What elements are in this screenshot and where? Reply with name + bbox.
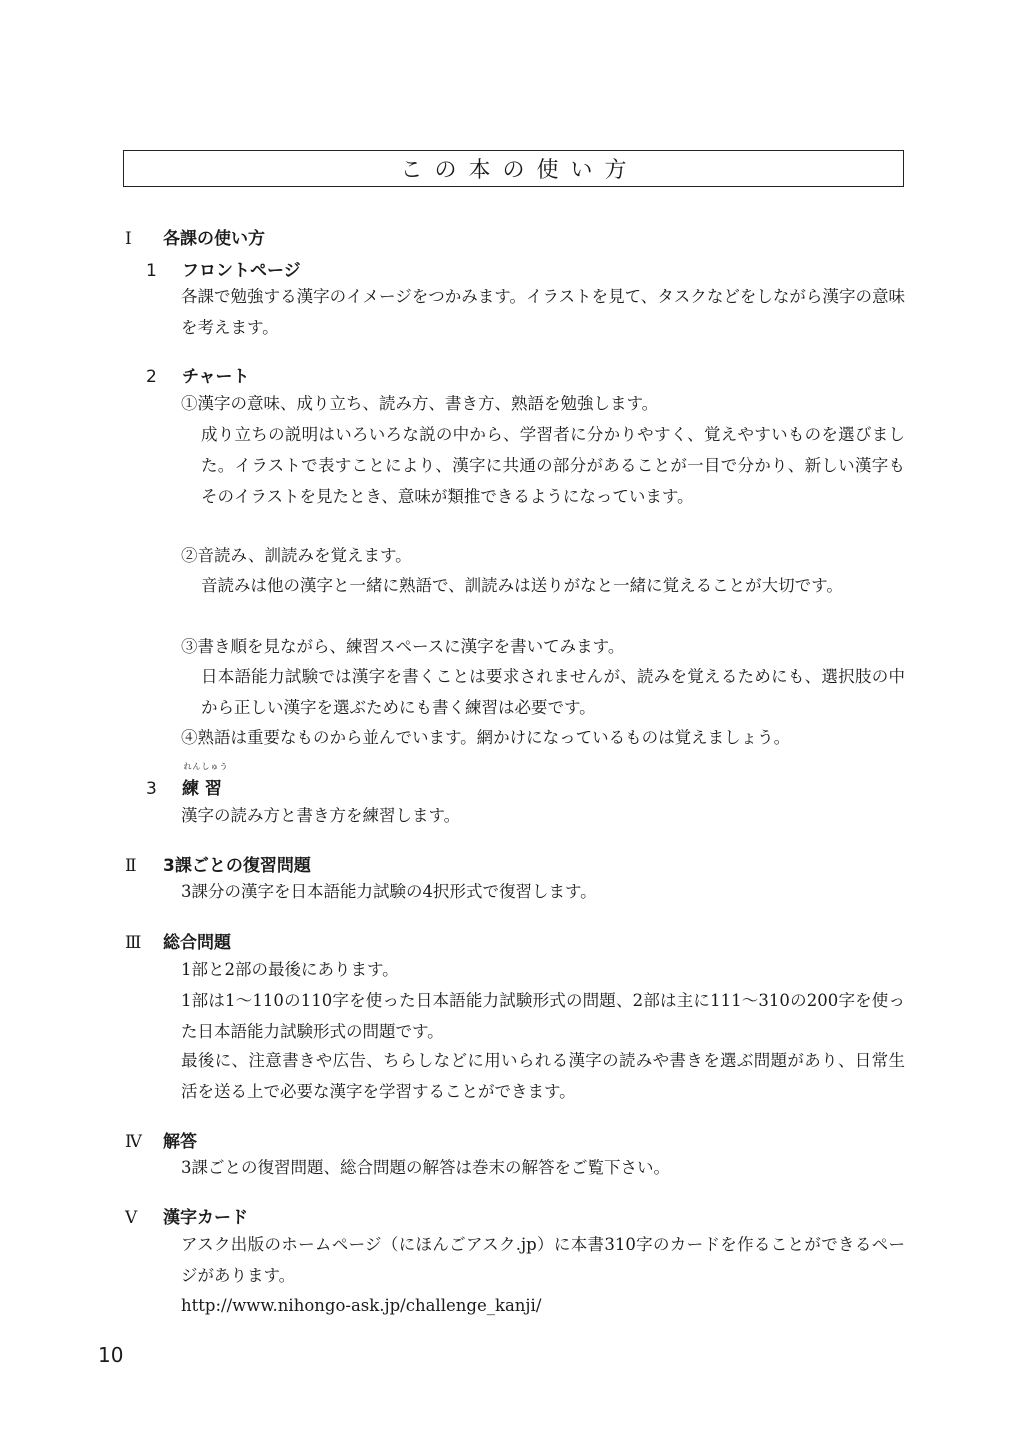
chart-item-4: ④熟語は重要なものから並んでいます。網かけになっているものは覚えましょう。: [181, 728, 791, 747]
subsection-front-heading: [146, 256, 301, 281]
practice-ruby: れんしゅう: [183, 762, 229, 771]
subsection-practice-heading: [146, 762, 229, 799]
section-2-heading: [125, 851, 311, 876]
section-3-text-3: 最後に、注意書きや広告、ちらしなどに用いられる漢字の読みや書きを選ぶ問題があり、日常生活を送る上で必要な漢字を学習することができます。: [181, 1051, 905, 1101]
section-4-label: 解答: [163, 1132, 197, 1152]
practice-label-wrapper: [182, 762, 229, 799]
chart-item-1: ①漢字の意味、成り立ち、読み方、書き方、熟語を勉強します。: [181, 394, 659, 413]
section-1-label: 各課の使い方: [163, 229, 265, 249]
section-5-text: アスク出版のホームページ（にほんごアスク.jp）に本書310字のカードを作ることができるページがあります。: [181, 1235, 905, 1285]
page-title-box: [123, 150, 904, 187]
section-5-label: 漢字カード: [163, 1208, 248, 1228]
section-2-number: Ⅱ: [125, 856, 137, 876]
section-3-text-2: 1部は1〜110の110字を使った日本語能力試験形式の問題、2部は主に111〜310の200字を使った日本語能力試験形式の問題です。: [181, 991, 905, 1041]
section-4-text: 3課ごとの復習問題、総合問題の解答は巻末の解答をご覧下さい。: [181, 1158, 670, 1177]
chart-item-2-detail: 音読みは他の漢字と一緒に熟語で、訓読みは送りがなと一緒に覚えることが大切です。: [201, 576, 843, 595]
section-2-label: 3課ごとの復習問題: [163, 856, 311, 876]
chart-item-2: ②音読み、訓読みを覚えます。: [181, 546, 412, 565]
subsection-front-label: フロントページ: [182, 261, 301, 281]
page-title: この本の使い方: [400, 158, 639, 183]
subsection-front-number: 1: [146, 261, 157, 281]
chart-item-1-detail: 成り立ちの説明はいろいろな説の中から、学習者に分かりやすく、覚えやすいものを選びました。イラストで表すことにより、漢字に共通の部分があることが一目で分かり、新しい漢字もそのイラストを見たとき、意味が類推できるようになっています。: [201, 425, 905, 506]
section-4-number: Ⅳ: [125, 1132, 142, 1152]
front-text: 各課で勉強する漢字のイメージをつかみます。イラストを見て、タスクなどをしながら漢字の意味を考えます。: [181, 287, 905, 337]
section-3-number: Ⅲ: [125, 933, 142, 953]
section-1-number: Ⅰ: [125, 229, 132, 249]
page-number: 10: [98, 1343, 124, 1367]
kanji-card-url[interactable]: http://www.nihongo-ask.jp/challenge_kanji/: [181, 1296, 542, 1315]
subsection-practice-label: 練 習: [182, 779, 222, 799]
section-3-label: 総合問題: [163, 933, 231, 953]
subsection-practice-number: 3: [146, 779, 157, 799]
chart-item-3: ③書き順を見ながら、練習スペースに漢字を書いてみます。: [181, 637, 625, 656]
section-5-heading: [125, 1203, 248, 1228]
section-3-text-1: 1部と2部の最後にあります。: [181, 960, 399, 979]
section-5-number: Ⅴ: [125, 1208, 138, 1228]
chart-item-3-detail: 日本語能力試験では漢字を書くことは要求されませんが、読みを覚えるためにも、選択肢の中から正しい漢字を選ぶためにも書く練習は必要です。: [201, 667, 905, 717]
subsection-chart-heading: [146, 362, 250, 387]
section-1-heading: [125, 224, 265, 249]
practice-text: 漢字の読み方と書き方を練習します。: [181, 806, 461, 825]
subsection-chart-label: チャート: [182, 367, 250, 387]
subsection-chart-number: 2: [146, 367, 157, 387]
section-4-heading: [125, 1127, 197, 1152]
section-2-text: 3課分の漢字を日本語能力試験の4択形式で復習します。: [181, 882, 597, 901]
section-3-heading: [125, 928, 231, 953]
